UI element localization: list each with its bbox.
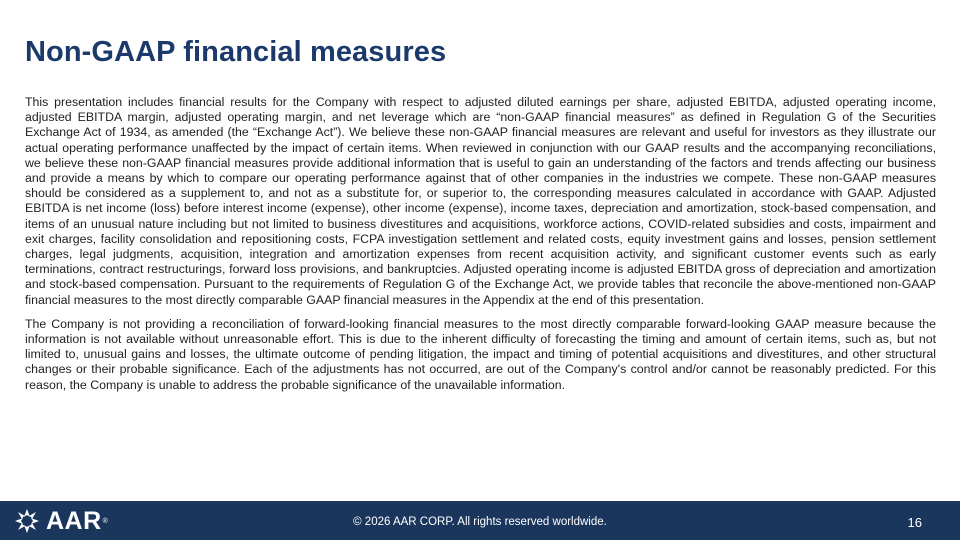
paragraph-1: This presentation includes financial results for the Company with respect to adjusted diluted earnings per share, adjusted EBITDA, adjusted operating income, adjusted EBITDA margin, adjusted operating margin, and net leverage which are “non-GAAP financial measures” as defined in Regulation G of the Securities Exchange Act of 1934, as amended (the “Exchange Act”). We believe these non-GAAP financial measures are relevant and useful for investors as they illustrate our actual operating performance unaffected by the impact of certain items. When reviewed in conjunction with our GAAP results and the accompanying reconciliations, we believe these non-GAAP financial measures provide additional information that is useful to gain an understanding of the factors and trends affecting our business and provide a means by which to compare our operating performance against that of other companies in the industries we compete. These non-GAAP measures should be considered as a supplement to, and not as a substitute for, or superior to, the corresponding measures calculated in accordance with GAAP. Adjusted EBITDA is net income (loss) before interest income (expense), other income (expense), income taxes, depreciation and amortization, stock-based compensation, and items of an unusual nature including but not limited to business divestitures and acquisitions, workforce actions, COVID-related subsidies and costs, impairment and exit charges, facility consolidation and repositioning costs, FCPA investigation settlement and related costs, equity investment gains and losses, pension settlement charges, legal judgments, acquisition, integration and amortization expenses from recent acquisition activity, and significant customer events such as early terminations, contract restructurings, forward loss provisions, and bankruptcies. Adjusted operating income is adjusted EBITDA gross of depreciation and amortization and stock-based compensation. Pursuant to the requirements of Regulation G of the Exchange Act, we provide tables that reconcile the above-mentioned non-GAAP financial measures to the most directly comparable GAAP financial measures in the Appendix at the end of this presentation. (25, 95, 936, 307)
paragraph-2: The Company is not providing a reconciliation of forward-looking financial measures to the most directly comparable forward-looking GAAP measure because the information is not available without unreasonable effort. This is due to the inherent difficulty of forecasting the timing and amount of certain items, such as, but not limited to, unusual gains and losses, the ultimate outcome of pending litigation, the impact and timing of potential acquisitions and divestitures, and other structural changes or their probable significance. Each of the adjustments has not occurred, are out of the Company's control and/or cannot be reasonably predicted. For this reason, the Company is unable to address the probable significance of the unavailable information. (25, 316, 936, 392)
page-title: Non-GAAP financial measures (25, 36, 447, 68)
logo-registered-mark: ® (102, 517, 108, 525)
body-text (25, 95, 936, 402)
footer-bar (0, 501, 960, 540)
copyright-notice: © 2026 AAR CORP. All rights reserved worldwide. (353, 516, 607, 528)
page-number: 16 (907, 515, 922, 530)
logo-text: AAR (46, 506, 102, 535)
